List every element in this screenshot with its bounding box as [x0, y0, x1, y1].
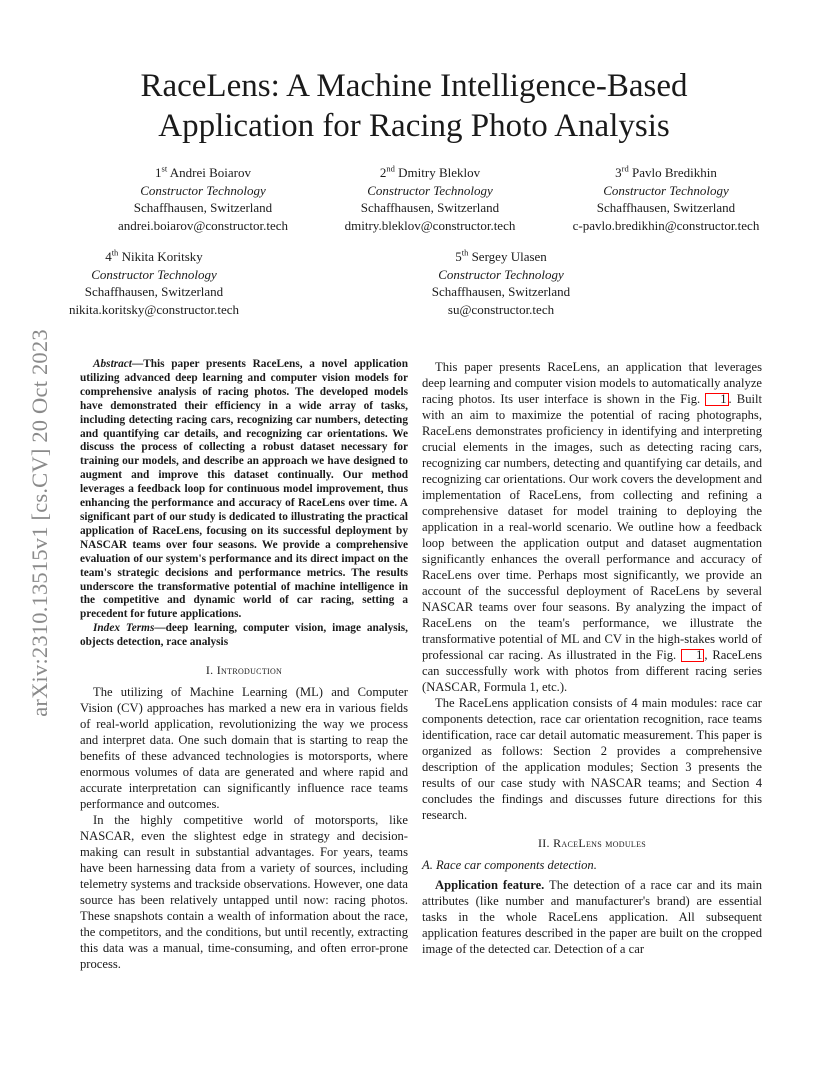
arxiv-identifier-text: arXiv:2310.13515v1 [cs.CV] 20 Oct 2023 [27, 329, 52, 717]
author-name: 3rd Pavlo Bredikhin [615, 163, 717, 180]
author-block-3 [567, 164, 765, 234]
author-name: 1st Andrei Boiarov [155, 163, 251, 180]
application-feature-text: The detection of a race car and its main attributes (like number and manufacturer's brand) are essential tasks in the whole RaceLens application. All subsequent application features described in the paper are built on the cropped image of the detected car. Detection of a car [422, 878, 762, 956]
author-block-5 [426, 248, 576, 318]
abstract-text: —This paper presents RaceLens, a novel application utilizing advanced deep learning and computer vision models for comprehensive analysis of racing photos. The developed models have demonstrated their efficiency in a wide array of tasks, including detecting racing cars, recognizing car numbers, detecting and quantifying car details, and recognizing car orientations. We discuss the process of collecting a robust dataset necessary for training our models, and describe an approach we have designed to augment and improve this dataset continually. Our method leverages a feedback loop for continuous model improvement, thus enhancing the performance and accuracy of RaceLens over time. A significant part of our study is dedicated to illustrating the practical application of RaceLens, focusing on its successful deployment by NASCAR teams over four seasons. We provide a comprehensive evaluation of our system's performance and its direct impact on the team's strategic decisions and performance metrics. The results underscore the transformative potential of machine intelligence in the competitive and dynamic world of car racing, setting a precedent for future applications. [80, 358, 408, 621]
author-block-2 [340, 164, 520, 234]
author-block-1 [116, 164, 290, 234]
figure-reference-link[interactable]: 1 [705, 393, 728, 406]
author-location: Schaffhausen, Switzerland [596, 200, 736, 215]
application-feature-label: Application feature. [435, 878, 545, 892]
author-affiliation: Constructor Technology [91, 266, 217, 282]
author-affiliation: Constructor Technology [140, 182, 266, 198]
intro-paragraph-1: The utilizing of Machine Learning (ML) and Computer Vision (CV) approaches has marked a new era in various fields of real-world application, revolutionizing the way we process and interpret data. One such domain that is starting to reap the benefits of these advanced technologies is motorsports, where enormous volumes of data are generated and where rapid and accurate interpretation can significantly influence race teams performance and outcomes. [80, 685, 408, 812]
author-name: 5th Sergey Ulasen [455, 247, 547, 264]
modules-paragraph: The RaceLens application consists of 4 main modules: race car components detection, race car orientation recognition, race teams identification, race car detail automatic measurement. This paper is organized as follows: Section 2 provides a comprehensive description of the application modules; Section 3 presents the results of our case study with NASCAR teams; and Section 4 concludes the findings and discusses future directions for this research. [422, 696, 762, 822]
abstract-label: Abstract [93, 358, 132, 370]
index-terms [80, 622, 408, 650]
index-terms-label: Index Terms [93, 622, 155, 635]
index-terms-text: —deep learning, computer vision, image analysis, objects detection, race analysis [80, 622, 408, 649]
author-location: Schaffhausen, Switzerland [133, 200, 273, 215]
subsection-heading-components-detection: A. Race car components detection. [422, 858, 597, 872]
author-location: Schaffhausen, Switzerland [84, 284, 224, 299]
arxiv-identifier-stamp [26, 288, 54, 758]
author-name: 2nd Dmitry Bleklov [379, 163, 481, 180]
author-email[interactable]: dmitry.bleklov@constructor.tech [344, 217, 516, 233]
application-feature-paragraph [422, 877, 762, 957]
author-location: Schaffhausen, Switzerland [360, 200, 500, 215]
overview-paragraph: This paper presents RaceLens, an application that leverages deep learning and computer vision models to automatically analyze racing photos. Its user interface is shown in the Fig. 1 . Built with an aim to maximize the potential of racing photographs, RaceLens demonstrates proficiency in identifying and interpreting crucial elements in the images, such as detecting racing cars, recognizing car numbers, detecting and quantifying car details, and recognizing car orientations. Our work covers the development and implementation of RaceLens, from collecting and refining a comprehensive dataset for model training to deploying the application in a real-world scenario. We outline how a feedback loop between the application output and dataset augmentation significantly enhances the overall performance and accuracy of RaceLens over time. Perhaps most significantly, we provide an account of the successful deployment of RaceLens by several NASCAR teams over four seasons. By analyzing the impact of RaceLens on the team's performance, we illustrate the transformative potential of ML and CV in the high-stakes world of professional car racing. As illustrated in the Fig. 1 , RaceLens can successfully work with photos from different racing series (NASCAR, Formula 1, etc.). [422, 360, 762, 694]
author-location: Schaffhausen, Switzerland [431, 284, 571, 299]
section-heading-introduction: I. Introduction [205, 663, 283, 678]
author-email[interactable]: c-pavlo.bredikhin@constructor.tech [572, 217, 760, 233]
right-column [422, 359, 762, 957]
author-affiliation: Constructor Technology [367, 182, 493, 198]
paper-title-line-2: Application for Racing Photo Analysis [158, 108, 670, 144]
figure-reference-link[interactable]: 1 [681, 649, 704, 662]
author-email[interactable]: andrei.boiarov@constructor.tech [117, 217, 289, 233]
author-email[interactable]: su@constructor.tech [447, 301, 555, 317]
paper-title-line-1: RaceLens: A Machine Intelligence-Based [140, 68, 688, 104]
intro-paragraph-2: In the highly competitive world of motorsports, like NASCAR, even the slightest edge in strategy and decision-making can result in substantial advantages. For years, teams have been harnessing data from a variety of sources, including telemetry systems and trackside observations. However, one data source has been relatively untapped until now: racing photos. These snapshots contain a wealth of information about the race, the competitors, and the conditions, but until recently, extracting this data was a manual, time-consuming, and often error-prone process. [80, 813, 408, 972]
author-name: 4th Nikita Koritsky [105, 247, 203, 264]
author-block-4 [66, 248, 242, 318]
author-affiliation: Constructor Technology [603, 182, 729, 198]
author-email[interactable]: nikita.koritsky@constructor.tech [68, 301, 240, 317]
author-affiliation: Constructor Technology [438, 266, 564, 282]
left-column [80, 358, 408, 972]
paper-title [100, 66, 728, 146]
abstract [80, 358, 408, 622]
section-heading-racelens-modules: II. RaceLens modules [537, 836, 647, 850]
